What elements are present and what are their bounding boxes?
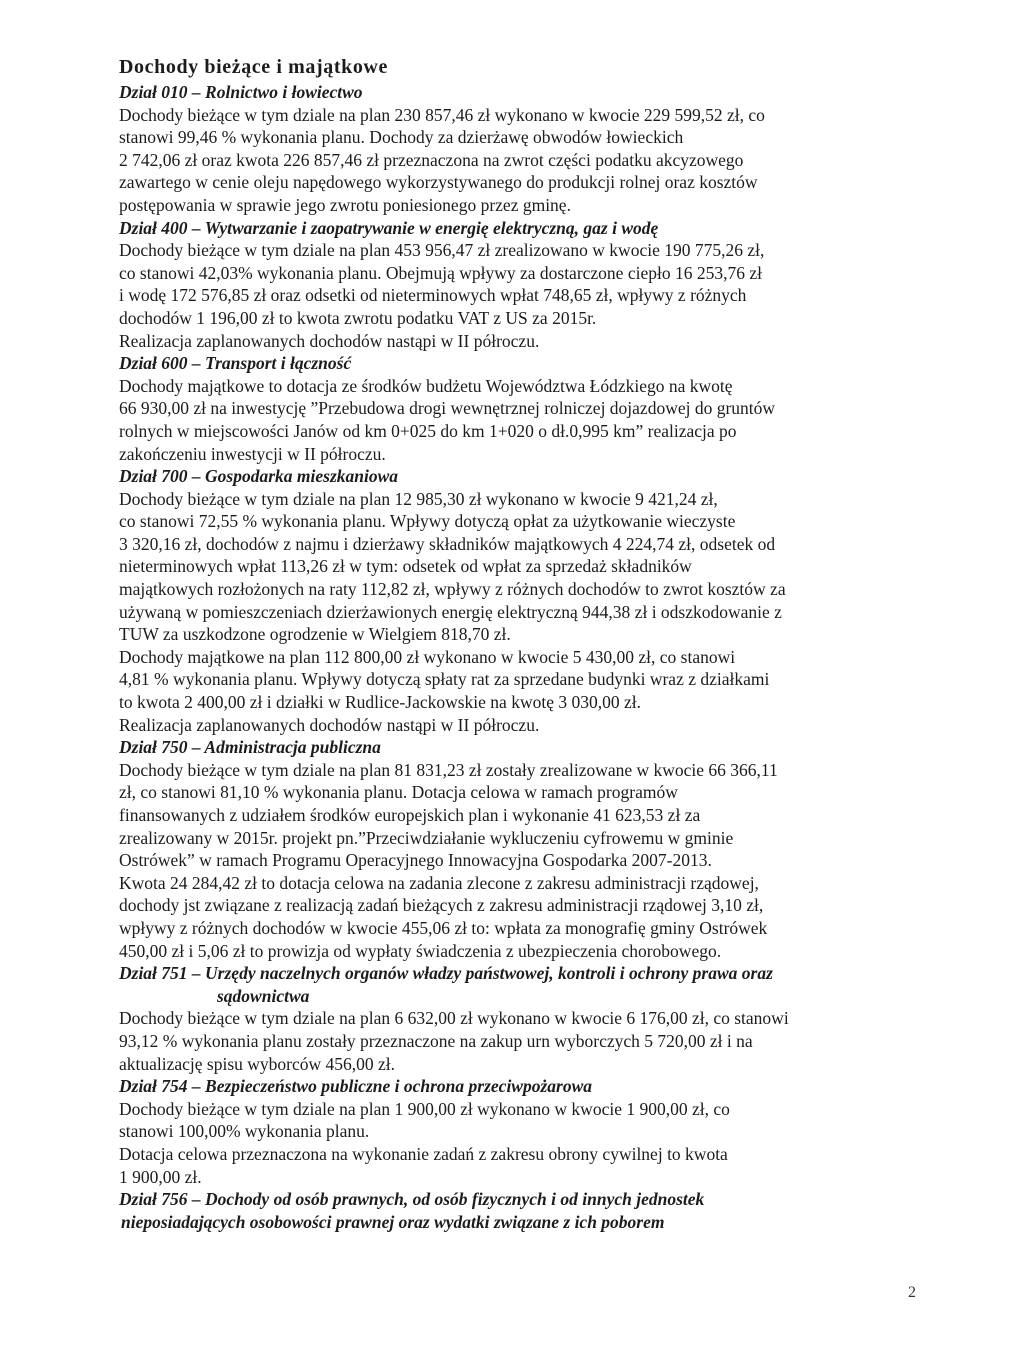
section-0 [119, 81, 919, 217]
paragraph-line: stanowi 99,46 % wykonania planu. Dochody za dzierżawę obwodów łowieckich [119, 127, 684, 148]
section-heading: Dział 756 – Dochody od osób prawnych, od osób fizycznych i od innych jednostek [119, 1189, 705, 1210]
paragraph-line: 1 900,00 zł. [119, 1166, 202, 1187]
paragraph-line: zrealizowany w 2015r. projekt pn.”Przeciwdziałanie wykluczeniu cyfrowemu w gminie [119, 827, 734, 848]
paragraph-line: stanowi 100,00% wykonania planu. [119, 1121, 370, 1142]
section-heading: Dział 700 – Gospodarka mieszkaniowa [119, 466, 399, 487]
paragraph-line: 93,12 % wykonania planu zostały przeznaczone na zakup urn wyborczych 5 720,00 zł i na [119, 1030, 753, 1051]
page-title: Dochody bieżące i majątkowe [119, 56, 388, 78]
paragraph-line: 3 320,16 zł, dochodów z najmu i dzierżawy składników majątkowych 4 224,74 zł, odsetek od [119, 533, 776, 554]
paragraph-line: co stanowi 42,03% wykonania planu. Obejmują wpływy za dostarczone ciepło 16 253,76 zł [119, 262, 762, 283]
section-2 [119, 352, 919, 465]
paragraph-line: Dochody bieżące w tym dziale na plan 12 985,30 zł wykonano w kwocie 9 421,24 zł, [119, 488, 718, 509]
paragraph-line: finansowanych z udziałem środków europejskich plan i wykonanie 41 623,53 zł za [119, 805, 701, 825]
paragraph-line: to kwota 2 400,00 zł i działki w Rudlice-Jackowskie na kwotę 3 030,00 zł. [119, 692, 641, 713]
page-number: 2 [908, 1284, 916, 1301]
paragraph-line: i wodę 172 576,85 zł oraz odsetki od nieterminowych wpłat 748,65 zł, wpływy z różnych [119, 285, 747, 306]
paragraph-line: Dochody bieżące w tym dziale na plan 453 956,47 zł zrealizowano w kwocie 190 775,26 zł, [119, 240, 765, 261]
paragraph-line: zawartego w cenie oleju napędowego wykorzystywanego do produkcji rolnej oraz kosztów [119, 172, 758, 193]
paragraph-line: zł, co stanowi 81,10 % wykonania planu. Dotacja celowa w ramach programów [119, 782, 678, 803]
paragraph-line: Dochody bieżące w tym dziale na plan 230 857,46 zł wykonano w kwocie 229 599,52 zł, co [119, 104, 765, 125]
section-heading: sądownictwa [217, 985, 310, 1006]
paragraph-line: nieterminowych wpłat 113,26 zł w tym: odsetek od wpłat za sprzedaż składników [119, 556, 692, 577]
paragraph-line: dochody jst związane z realizacją zadań bieżących z zakresu administracji rządowej 3,10 zł, [119, 895, 764, 916]
paragraph-line: Dochody majątkowe to dotacja ze środków budżetu Województwa Łódzkiego na kwotę [119, 375, 733, 396]
paragraph-line: Realizacja zaplanowanych dochodów nastąpi w II półroczu. [119, 714, 540, 735]
section-heading: Dział 010 – Rolnictwo i łowiectwo [119, 82, 363, 102]
sections-container [119, 81, 919, 1233]
section-heading: Dział 754 – Bezpieczeństwo publiczne i ochrona przeciwpożarowa [119, 1076, 593, 1097]
paragraph-line: 4,81 % wykonania planu. Wpływy dotyczą spłaty rat za sprzedane budynki wraz z działkami [119, 669, 770, 690]
paragraph-line: Dochody majątkowe na plan 112 800,00 zł wykonano w kwocie 5 430,00 zł, co stanowi [119, 646, 736, 667]
section-7 [119, 1188, 919, 1233]
paragraph-line: używaną w pomieszczeniach dzierżawionych energię elektryczną 944,38 zł i odszkodowanie z [119, 601, 782, 622]
paragraph-line: Kwota 24 284,42 zł to dotacja celowa na zadania zlecone z zakresu administracji rządowej, [119, 872, 759, 893]
paragraph-line: 2 742,06 zł oraz kwota 226 857,46 zł przeznaczona na zwrot części podatku akcyzowego [119, 149, 744, 170]
paragraph-line: aktualizację spisu wyborców 456,00 zł. [119, 1053, 396, 1074]
section-4 [119, 736, 919, 962]
section-heading: Dział 600 – Transport i łączność [119, 353, 352, 374]
paragraph-line: Dochody bieżące w tym dziale na plan 1 900,00 zł wykonano w kwocie 1 900,00 zł, co [119, 1098, 730, 1119]
paragraph-line: 450,00 zł i 5,06 zł to prowizja od wypłaty świadczenia z ubezpieczenia chorobowego. [119, 940, 722, 961]
paragraph-line: zakończeniu inwestycji w II półroczu. [119, 443, 386, 464]
paragraph-line: 66 930,00 zł na inwestycję ”Przebudowa drogi wewnętrznej rolniczej dojazdowej do gruntów [119, 398, 776, 419]
section-heading: Dział 750 – Administracja publiczna [119, 737, 381, 758]
document-page [119, 54, 919, 1233]
paragraph-line: rolnych w miejscowości Janów od km 0+025 do km 1+020 o dł.0,995 km” realizacja po [119, 420, 737, 441]
section-3 [119, 465, 919, 736]
paragraph-line: co stanowi 72,55 % wykonania planu. Wpływy dotyczą opłat za użytkowanie wieczyste [119, 511, 736, 532]
section-1 [119, 217, 919, 353]
paragraph-line: dochodów 1 196,00 zł to kwota zwrotu podatku VAT z US za 2015r. [119, 307, 597, 328]
paragraph-line: Dochody bieżące w tym dziale na plan 6 632,00 zł wykonano w kwocie 6 176,00 zł, co stanowi [119, 1008, 789, 1029]
section-heading: Dział 751 – Urzędy naczelnych organów władzy państwowej, kontroli i ochrony prawa oraz [119, 963, 773, 984]
paragraph-line: Dotacja celowa przeznaczona na wykonanie zadań z zakresu obrony cywilnej to kwota [119, 1143, 728, 1164]
paragraph-line: Ostrówek” w ramach Programu Operacyjnego Innowacyjna Gospodarka 2007-2013. [119, 850, 712, 871]
paragraph-line: Dochody bieżące w tym dziale na plan 81 831,23 zł zostały zrealizowane w kwocie 66 366,11 [119, 759, 778, 780]
paragraph-line: postępowania w sprawie jego zwrotu poniesionego przez gminę. [119, 194, 571, 215]
paragraph-line: majątkowych rozłożonych na raty 112,82 zł, wpływy z różnych dochodów to zwrot kosztów za [119, 579, 786, 600]
section-heading: Dział 400 – Wytwarzanie i zaopatrywanie w energię elektryczną, gaz i wodę [119, 217, 659, 238]
section-6 [119, 1075, 919, 1188]
section-5 [119, 962, 919, 1075]
paragraph-line: Realizacja zaplanowanych dochodów nastąpi w II półroczu. [119, 330, 540, 351]
paragraph-line: TUW za uszkodzone ogrodzenie w Wielgiem 818,70 zł. [119, 624, 511, 645]
section-heading: nieposiadających osobowości prawnej oraz wydatki związane z ich poborem [121, 1211, 665, 1232]
paragraph-line: wpływy z różnych dochodów w kwocie 455,06 zł to: wpłata za monografię gminy Ostrówek [119, 917, 768, 938]
